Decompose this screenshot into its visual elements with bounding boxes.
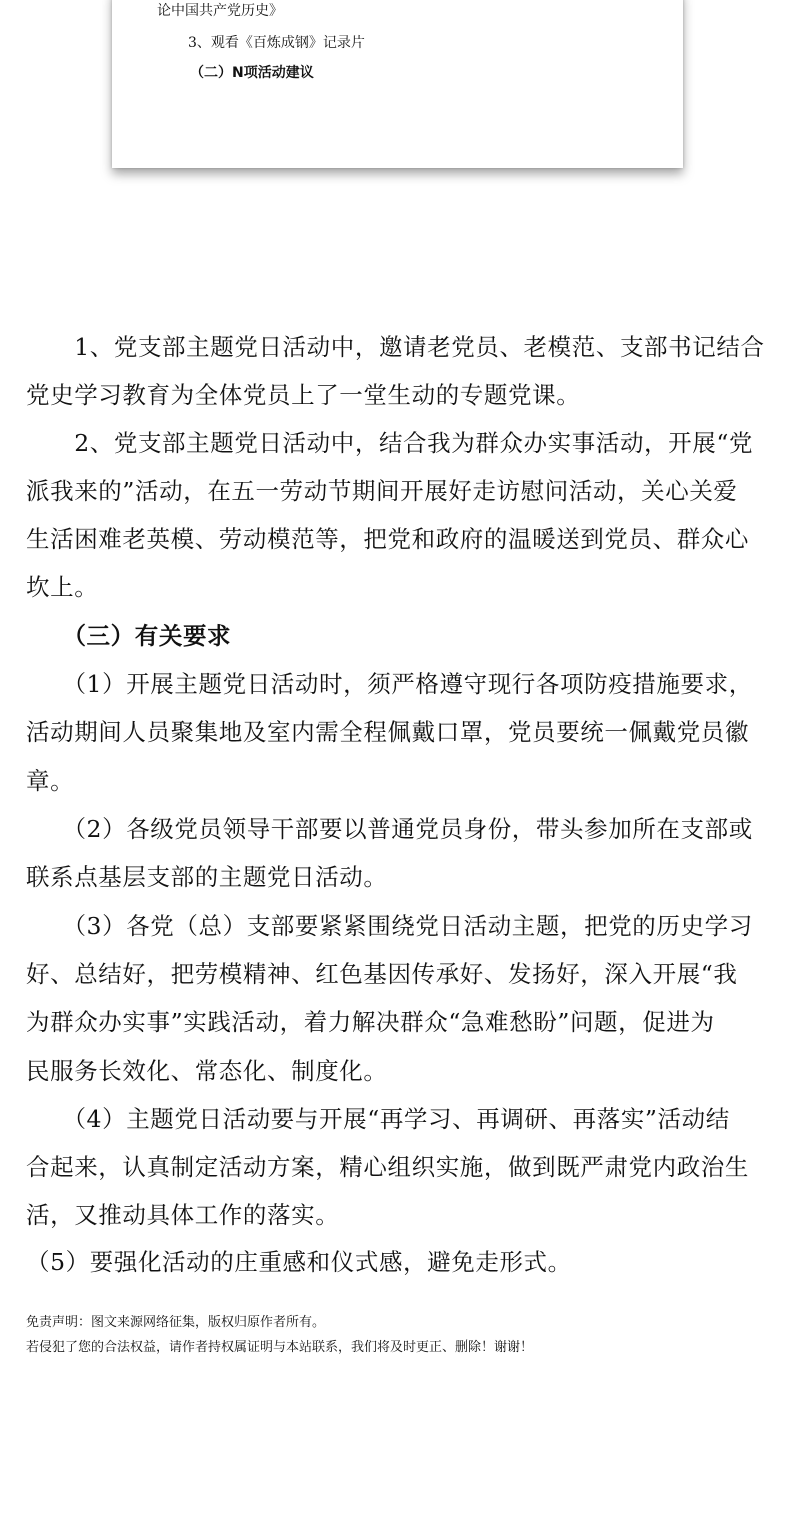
body-text-line: （5）要强化活动的庄重感和仪式感，避免走形式。 [26,1248,572,1276]
body-text-line: 合起来，认真制定活动方案，精心组织实施，做到既严肃党内政治生 [26,1153,749,1181]
body-text-line: 派我来的”活动，在五一劳动节期间开展好走访慰问活动，关心关爱 [26,477,738,505]
card-text-line: 论中国共产党历史》 [157,3,283,19]
body-text-line: （3）各党（总）支部要紧紧围绕党日活动主题，把党的历史学习 [26,912,753,940]
body-text-line: （4）主题党日活动要与开展“再学习、再调研、再落实”活动结 [26,1105,730,1133]
body-text-line: 活动期间人员聚集地及室内需全程佩戴口罩，党员要统一佩戴党员徽 [26,718,749,746]
body-text-line: 生活困难老英模、劳动模范等，把党和政府的温暖送到党员、群众心 [26,525,749,553]
body-text-line: 活，又推动具体工作的落实。 [26,1201,340,1229]
body-text-line: 2、党支部主题党日活动中，结合我为群众办实事活动，开展“党 [26,429,754,457]
disclaimer-text: 免责声明：图文来源网络征集，版权归原作者所有。 [26,1315,326,1330]
body-text-line: 章。 [26,767,75,795]
body-text-line: 为群众办实事”实践活动，着力解决群众“急难愁盼”问题，促进为 [26,1008,715,1036]
body-text-line: 1、党支部主题党日活动中，邀请老党员、老模范、支部书记结合 [26,333,765,361]
section-heading: （三）有关要求 [26,622,232,650]
body-text-line: 联系点基层支部的主题党日活动。 [26,863,388,891]
body-text-line: 民服务长效化、常态化、制度化。 [26,1057,388,1085]
document-preview-card [112,0,683,168]
copyright-notice: 若侵犯了您的合法权益，请作者持权属证明与本站联系，我们将及时更正、删除！谢谢！ [26,1340,534,1355]
card-text-line: 3、观看《百炼成钢》记录片 [188,35,365,51]
card-section-heading: （二）N项活动建议 [190,65,314,81]
body-text-line: 坎上。 [26,573,99,601]
body-text-line: （1）开展主题党日活动时，须严格遵守现行各项防疫措施要求， [26,670,753,698]
body-text-line: 好、总结好，把劳模精神、红色基因传承好、发扬好，深入开展“我 [26,960,738,988]
body-text-line: （2）各级党员领导干部要以普通党员身份，带头参加所在支部或 [26,815,753,843]
body-text-line: 党史学习教育为全体党员上了一堂生动的专题党课。 [26,381,581,409]
